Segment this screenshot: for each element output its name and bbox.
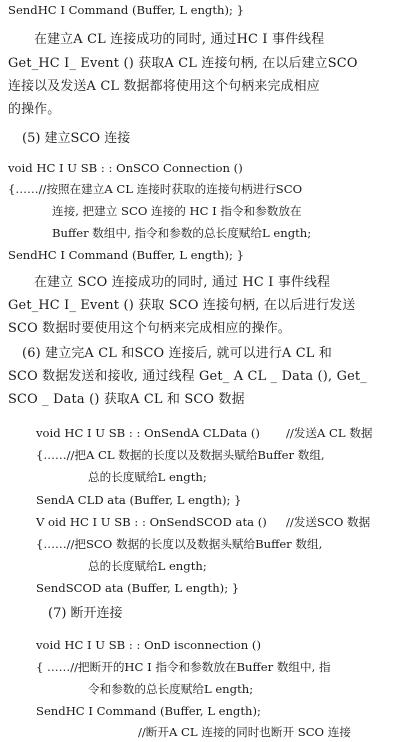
section-heading: (5) 建立SCO 连接 xyxy=(22,131,131,146)
code-line: void HC I U SB : : OnD isconnection () xyxy=(36,638,261,652)
paragraph-line: 在建立A CL 连接成功的同时, 通过HC I 事件线程 xyxy=(34,32,325,47)
code-line: {……//把SCO 数据的长度以及数据头赋给Buffer 数组, xyxy=(36,537,323,551)
code-line: 总的长度赋给L ength; xyxy=(88,559,207,573)
paragraph-line: SCO _ Data () 获取A CL 和 SCO 数据 xyxy=(8,392,245,407)
paragraph-line: SCO 数据时要使用这个句柄来完成相应的操作。 xyxy=(8,321,291,336)
code-line: {……//按照在建立A CL 连接时获取的连接句柄进行SCO xyxy=(8,182,303,196)
paragraph-line: Get_HC I_ Event () 获取A CL 连接句柄, 在以后建立SCO xyxy=(8,56,358,71)
code-comment: //发送A CL 数据 xyxy=(286,426,373,440)
paragraph-line: Get_HC I_ Event () 获取 SCO 连接句柄, 在以后进行发送 xyxy=(8,298,356,313)
code-line: void HC I U SB : : OnSCO Connection () xyxy=(8,161,243,175)
code-line: void HC I U SB : : OnSendA CLData () xyxy=(36,426,260,440)
code-line: SendSCOD ata (Buffer, L ength); } xyxy=(36,581,240,595)
code-line: SendHC I Command (Buffer, L ength); } xyxy=(8,3,244,17)
paragraph-line: 在建立 SCO 连接成功的同时, 通过 HC I 事件线程 xyxy=(34,275,331,290)
code-line: SendA CLD ata (Buffer, L ength); } xyxy=(36,493,242,507)
code-comment: //发送SCO 数据 xyxy=(286,515,371,529)
paragraph-line: 的操作。 xyxy=(8,102,61,117)
paragraph-line: 连接以及发送A CL 数据都将使用这个句柄来完成相应 xyxy=(8,79,320,94)
code-comment: //断开A CL 连接的同时也断开 SCO 连接 xyxy=(138,725,351,739)
code-line: Buffer 数组中, 指令和参数的总长度赋给L ength; xyxy=(52,226,312,240)
code-line: 连接, 把建立 SCO 连接的 HC I 指令和参数放在 xyxy=(52,204,302,218)
code-line: 令和参数的总长度赋给L ength; xyxy=(88,682,254,696)
code-line: SendHC I Command (Buffer, L ength); } xyxy=(8,248,244,262)
code-line: {……//把A CL 数据的长度以及数据头赋给Buffer 数组, xyxy=(36,448,325,462)
code-line: V oid HC I U SB : : OnSendSCOD ata () xyxy=(36,515,267,529)
paragraph-line: (6) 建立完A CL 和SCO 连接后, 就可以进行A CL 和 xyxy=(22,346,332,361)
paragraph-line: SCO 数据发送和接收, 通过线程 Get_ A CL _ Data (), Get_ xyxy=(8,369,367,384)
code-line: 总的长度赋给L ength; xyxy=(88,470,207,484)
code-line: SendHC I Command (Buffer, L ength); xyxy=(36,704,261,718)
code-line: { ……//把断开的HC I 指令和参数放在Buffer 数组中, 指 xyxy=(36,660,331,674)
section-heading: (7) 断开连接 xyxy=(48,606,123,621)
